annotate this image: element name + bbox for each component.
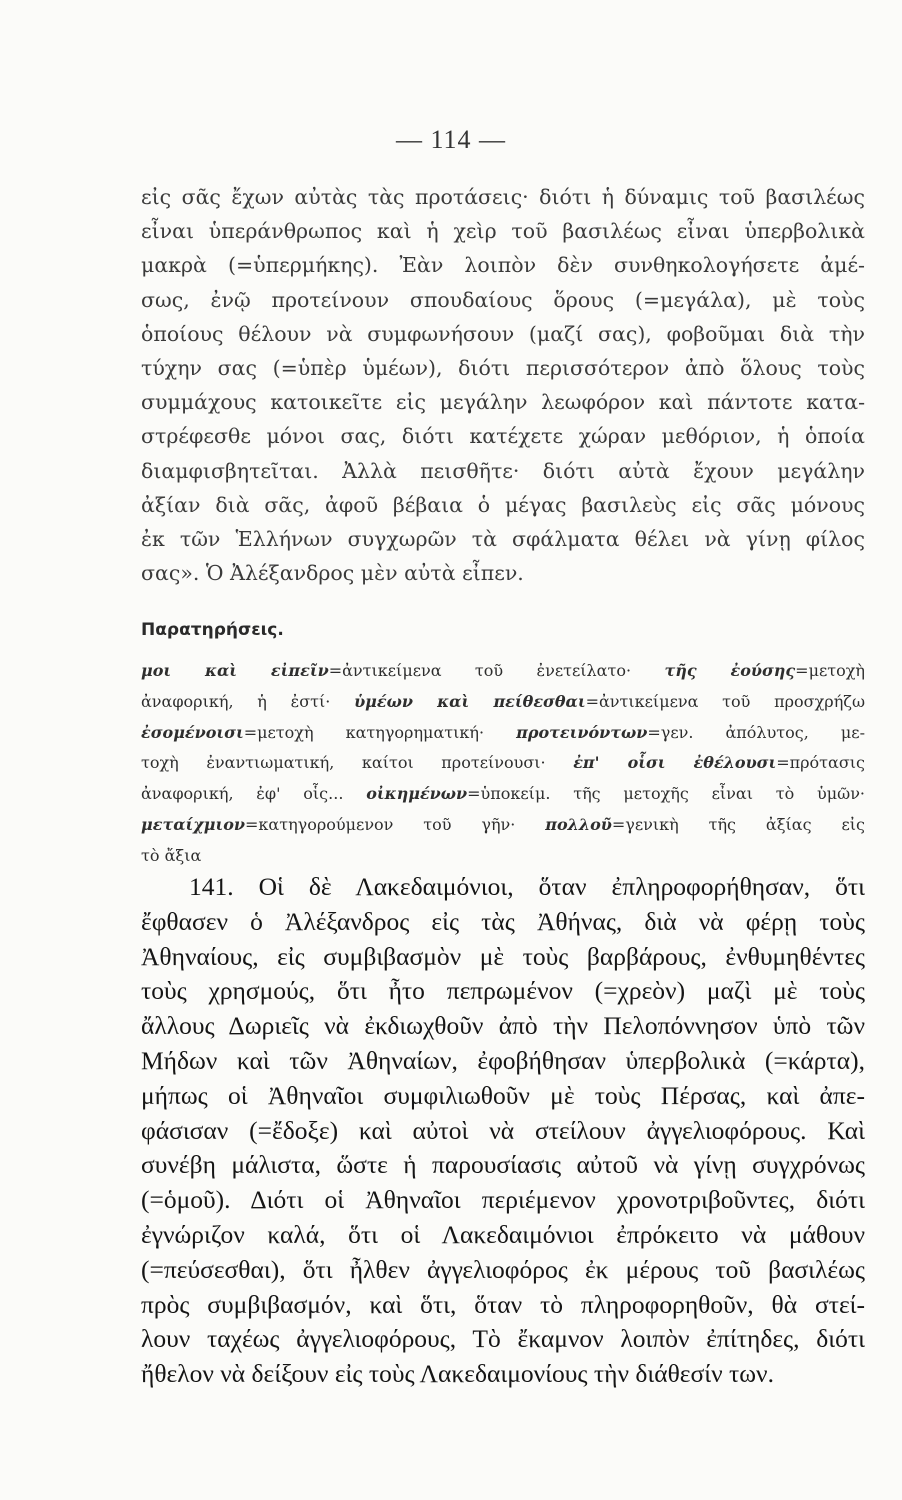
note-text: =ἀντικείμενα τοῦ προσχρήζω	[585, 691, 866, 711]
note-term: οἰκημένων	[366, 784, 468, 804]
text-line: εἶναι ὑπεράνθρωπος καὶ ἡ χεὶρ τοῦ βασιλέως εἶναι ὑπερβολικὰ	[141, 219, 865, 244]
note-text: =μετοχὴ κατηγορηματική·	[243, 722, 517, 742]
note-text: ἀναφορική, ἐφ' οἷς...	[141, 784, 367, 804]
text-line: συμμάχους κατοικεῖτε εἰς μεγάλην λεωφόρον καὶ πάντοτε κατα-	[141, 390, 865, 415]
note-text: τὸ ἄξια	[141, 845, 202, 865]
text-line: ἐκ τῶν Ἑλλήνων συγχωρῶν τὰ σφάλματα θέλει νὰ γίνῃ φίλος	[141, 527, 865, 552]
text-line: στρέφεσθε μόνοι σας, διότι κατέχετε χώραν μεθόριον, ἡ ὁποία	[141, 424, 865, 449]
note-term: ἐσομένοισι	[141, 722, 244, 742]
note-text: =ὑποκείμ. τῆς μετοχῆς εἶναι τὸ ὑμῶν·	[467, 784, 866, 804]
note-text: =μετοχὴ	[795, 661, 866, 680]
text-line: ἔφθασεν ὁ Ἀλέξανδρος εἰς τὰς Ἀθήνας, διὰ νὰ φέρῃ τοὺς	[141, 906, 865, 936]
note-line	[141, 748, 865, 779]
note-term: πολλοῦ	[545, 814, 612, 834]
text-line: ἤθελον νὰ δείξουν εἰς τοὺς Λακεδαιμονίους τὴν διάθεσίν των.	[141, 1359, 774, 1389]
text-line: ὁποίους θέλουν νὰ συμφωνήσουν (μαζί σας), φοβοῦμαι διὰ τὴν	[141, 321, 865, 346]
note-text: =γεν. ἀπόλυτος, με-	[647, 722, 865, 742]
paragraph-translation	[141, 180, 865, 590]
note-text: =ἀντικείμενα τοῦ ἐνετείλατο·	[328, 661, 665, 680]
note-term: ὑμέων καὶ πείθεσθαι	[354, 691, 586, 711]
note-line	[141, 841, 865, 872]
note-term: ἐπ' οἷσι ἐθέλουσι	[573, 753, 777, 773]
note-line	[141, 656, 865, 687]
note-line	[141, 810, 865, 841]
note-line	[141, 687, 865, 718]
paragraph-141	[141, 870, 865, 1392]
text-line: (=πεύσεσθαι), ὅτι ἦλθεν ἀγγελιοφόρος ἐκ μέρους τοῦ βασιλέως	[141, 1254, 865, 1284]
note-term: μοι καὶ εἰπεῖν	[141, 661, 329, 680]
text-line: συνέβη μάλιστα, ὥστε ἡ παρουσίασις αὐτοῦ νὰ γίνῃ συγχρόνως	[141, 1150, 865, 1180]
text-line: (=ὁμοῦ). Διότι οἱ Ἀθηναῖοι περιέμενον χρονοτριβοῦντες, διότι	[141, 1185, 865, 1215]
text-line: διαμφισβητεῖται. Ἀλλὰ πεισθῆτε· διότι αὐτὰ ἔχουν μεγάλην	[141, 458, 865, 483]
text-line: τοὺς χρησμούς, ὅτι ἦτο πεπρωμένον (=χρεὸν) μαζὶ μὲ τοὺς	[141, 976, 865, 1006]
page-number: — 114 —	[395, 125, 507, 154]
text-line: Μήδων καὶ τῶν Ἀθηναίων, ἐφοβήθησαν ὑπερβολικὰ (=κάρτα),	[141, 1045, 865, 1075]
notes-heading: Παρατηρήσεις.	[141, 620, 284, 640]
note-text: =πρότασις	[776, 753, 865, 773]
notes-body	[141, 656, 865, 872]
note-text: ἀναφορική, ἡ ἐστί·	[141, 691, 355, 711]
text-line: εἰς σᾶς ἔχων αὐτὰς τὰς προτάσεις· διότι ἡ δύναμις τοῦ βασιλέως	[141, 185, 865, 209]
note-term: μεταίχμιον	[141, 814, 246, 834]
text-line: ἄλλους Δωριεῖς νὰ ἐκδιωχθοῦν ἀπὸ τὴν Πελοπόννησον ὑπὸ τῶν	[141, 1011, 865, 1041]
text-line: πρὸς συμβιβασμόν, καὶ ὅτι, ὅταν τὸ πληροφορηθοῦν, θὰ στεί-	[141, 1289, 865, 1319]
text-line: φάσισαν (=ἔδοξε) καὶ αὐτοὶ νὰ στείλουν ἀγγελιοφόρους. Καὶ	[141, 1115, 865, 1145]
text-line: σας». Ὁ Ἀλέξανδρος μὲν αὐτὰ εἶπεν.	[141, 561, 524, 586]
note-line	[141, 779, 865, 810]
note-line	[141, 718, 865, 749]
note-text: =γενικὴ τῆς ἀξίας εἰς	[611, 814, 866, 834]
text-line: τύχην σας (=ὑπὲρ ὑμέων), διότι περισσότερον ἀπὸ ὅλους τοὺς	[141, 356, 865, 381]
text-line: μακρὰ (=ὑπερμήκης). Ἐὰν λοιπὸν δὲν συνθηκολογήσετε ἀμέ-	[141, 253, 865, 278]
text-line: Ἀθηναίους, εἰς συμβιβασμὸν μὲ τοὺς βαρβάρους, ἐνθυμηθέντες	[141, 941, 865, 971]
text-line: ἐγνώριζον καλά, ὅτι οἱ Λακεδαιμόνιοι ἐπρόκειτο νὰ μάθουν	[141, 1219, 865, 1249]
note-term: τῆς ἐούσης	[664, 661, 796, 680]
text-line: 141. Οἱ δὲ Λακεδαιμόνιοι, ὅταν ἐπληροφορήθησαν, ὅτι	[189, 872, 865, 901]
text-line: ἀξίαν διὰ σᾶς, ἀφοῦ βέβαια ὁ μέγας βασιλεὺς εἰς σᾶς μόνους	[141, 492, 865, 517]
text-line: σως, ἐνῷ προτείνουν σπουδαίους ὅρους (=μεγάλα), μὲ τοὺς	[141, 287, 865, 312]
note-text: =κατηγορούμενον τοῦ γῆν·	[245, 814, 546, 834]
text-line: λουν ταχέως ἀγγελιοφόρους, Τὸ ἔκαμνον λοιπὸν ἐπίτηδες, διότι	[141, 1324, 865, 1354]
text-line: μήπως οἱ Ἀθηναῖοι συμφιλιωθοῦν μὲ τοὺς Πέρσας, καὶ ἀπε-	[141, 1080, 865, 1110]
note-text: τοχὴ ἐναντιωματική, καίτοι προτείνουσι·	[141, 753, 574, 773]
note-term: προτεινόντων	[516, 722, 648, 742]
